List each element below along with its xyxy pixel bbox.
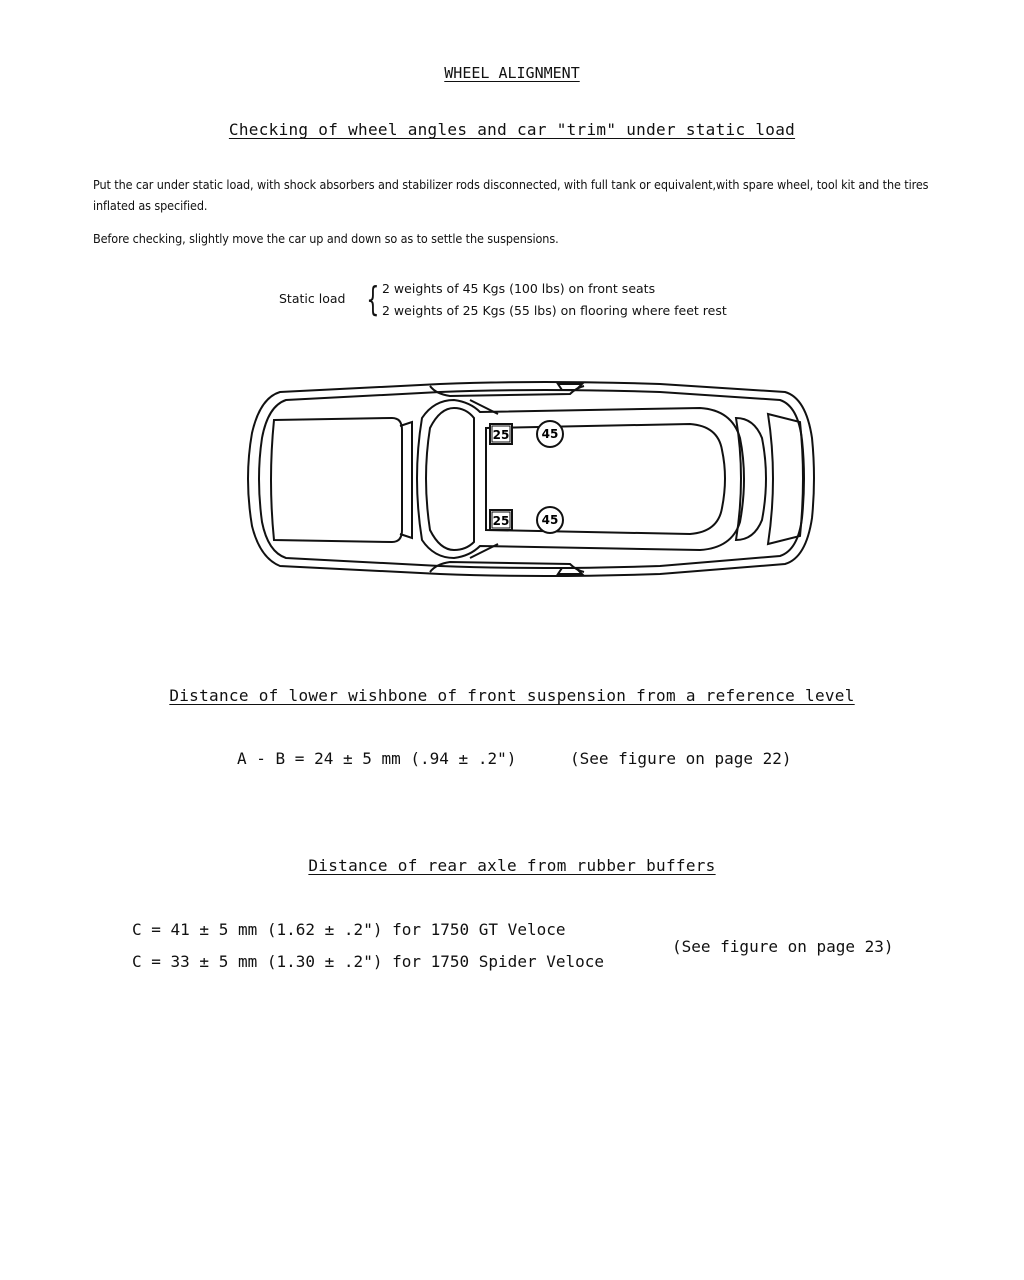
weight-label-25-bottom: 25: [492, 514, 510, 528]
section-heading-static-load: Checking of wheel angles and car "trim" under static load: [228, 120, 796, 139]
page-title: WHEEL ALIGNMENT: [444, 64, 580, 82]
figure-reference-page-23: (See figure on page 23): [672, 937, 894, 956]
section-heading-wishbone: Distance of lower wishbone of front suspension from a reference level: [169, 686, 855, 705]
static-load-label: Static load: [279, 291, 346, 306]
load-item-flooring: 2 weights of 25 Kgs (55 lbs) on flooring where feet rest: [382, 303, 727, 318]
formula-a-minus-b: A - B = 24 ± 5 mm (.94 ± .2"): [237, 749, 517, 768]
weight-label-45-top: 45: [541, 427, 559, 441]
weight-marker-front-top: [537, 421, 563, 447]
settle-suspension-paragraph: Before checking, slightly move the car up and down so as to settle the suspensions.: [93, 231, 559, 246]
curly-brace-icon: {: [366, 280, 380, 320]
weight-marker-front-bottom: [537, 507, 563, 533]
instructions-paragraph: Put the car under static load, with shock absorbers and stabilizer rods disconnected, with full tank or equivalent,with spare wheel, tool kit and the tires inflated as specified.: [93, 177, 929, 213]
formula-spider-veloce: C = 33 ± 5 mm (1.30 ± .2") for 1750 Spider Veloce: [132, 952, 605, 971]
load-item-front-seats: 2 weights of 45 Kgs (100 lbs) on front seats: [382, 281, 656, 296]
car-top-view-diagram: [240, 378, 816, 580]
section-heading-rear-axle: Distance of rear axle from rubber buffers: [308, 856, 716, 875]
weight-label-45-bottom: 45: [541, 513, 559, 527]
figure-reference-page-22: (See figure on page 22): [570, 749, 792, 768]
roof-inner: [426, 408, 474, 550]
rear-trunk: [271, 418, 402, 542]
roof-outline: [486, 424, 725, 534]
weight-label-25-top: 25: [492, 428, 510, 442]
weight-marker-rear-bottom: [490, 510, 512, 530]
hood: [768, 414, 803, 544]
weight-marker-rear-top: [490, 424, 512, 444]
formula-gt-veloce: C = 41 ± 5 mm (1.62 ± .2") for 1750 GT Veloce: [132, 920, 566, 939]
